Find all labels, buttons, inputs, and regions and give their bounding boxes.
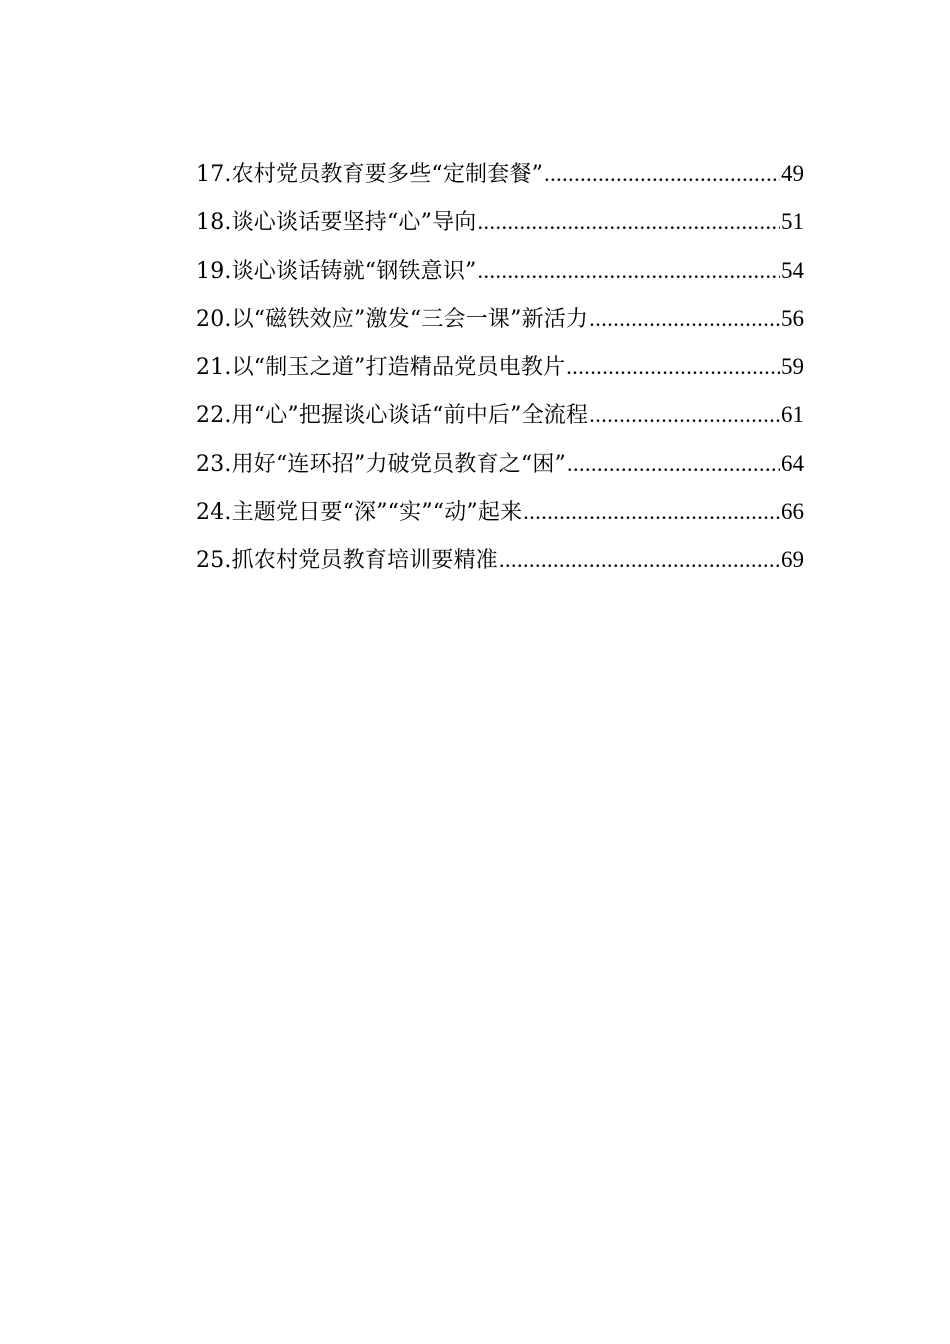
toc-page-number: 61 — [781, 402, 804, 428]
toc-entry[interactable] — [196, 391, 804, 439]
toc-page-number: 56 — [781, 305, 804, 331]
toc-dot-leader — [566, 343, 780, 391]
toc-dot-leader — [567, 440, 780, 488]
toc-dot-leader — [477, 198, 780, 246]
toc-entry-title: 23.用好“连环招”力破党员教育之“困” — [196, 451, 566, 477]
toc-page-number: 59 — [781, 354, 804, 380]
toc-page-number: 54 — [781, 257, 804, 283]
toc-entry[interactable] — [196, 488, 804, 536]
toc-entry[interactable] — [196, 536, 804, 584]
toc-entry-title: 22.用“心”把握谈心谈话“前中后”全流程 — [196, 403, 589, 429]
toc-entry-title: 17.农村党员教育要多些“定制套餐” — [196, 162, 544, 187]
toc-entry[interactable] — [196, 343, 804, 391]
toc-page-number: 64 — [781, 450, 804, 476]
toc-entry[interactable] — [196, 295, 804, 343]
toc-dot-leader — [477, 247, 780, 295]
toc-entry-title: 24.主题党日要“深”“实”“动”起来 — [196, 500, 523, 526]
toc-dot-leader — [499, 536, 780, 584]
toc-page-number: 69 — [781, 547, 804, 573]
toc-entry[interactable] — [196, 247, 804, 295]
toc-page-number: 51 — [781, 209, 804, 235]
toc-dot-leader — [544, 150, 780, 198]
toc-entry-title: 18.谈心谈话要坚持“心”导向 — [196, 210, 477, 236]
toc-dot-leader — [523, 488, 780, 536]
toc-entry-title: 25.抓农村党员教育培训要精准 — [196, 548, 498, 574]
toc-entry[interactable] — [196, 198, 804, 246]
toc-entry-title: 19.谈心谈话铸就“钢铁意识” — [196, 258, 477, 284]
toc-page-number: 49 — [781, 161, 804, 186]
table-of-contents — [196, 150, 804, 585]
toc-entry[interactable] — [196, 150, 804, 198]
toc-entry[interactable] — [196, 440, 804, 488]
toc-entry-title: 20.以“磁铁效应”激发“三会一课”新活力 — [196, 306, 589, 332]
toc-page-number: 66 — [781, 499, 804, 525]
toc-dot-leader — [589, 391, 780, 439]
toc-entry-title: 21.以“制玉之道”打造精品党员电教片 — [196, 355, 566, 381]
toc-dot-leader — [589, 295, 780, 343]
